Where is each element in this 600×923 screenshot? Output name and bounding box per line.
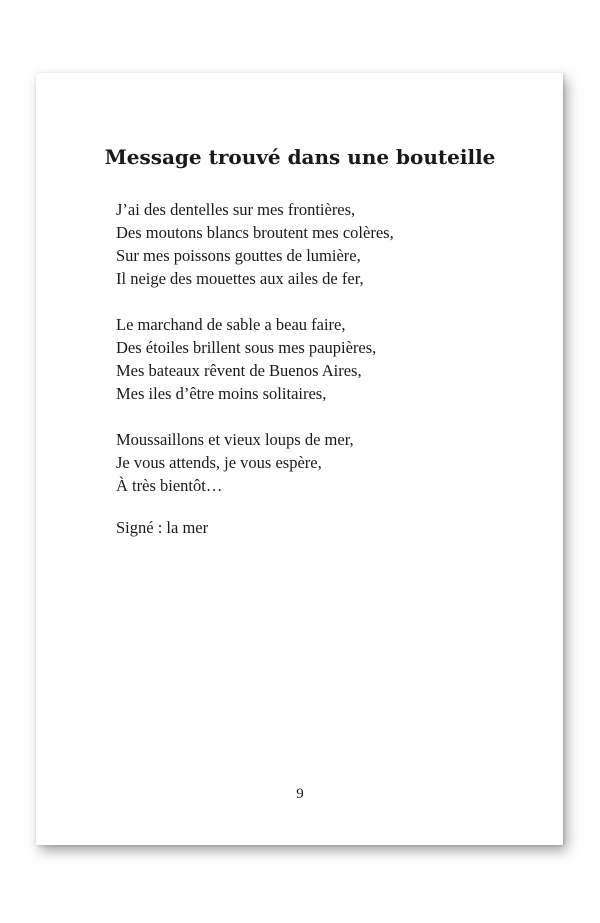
stanza-3: [116, 428, 394, 497]
poem-line: Le marchand de sable a beau faire,: [116, 315, 346, 334]
poem-line: Je vous attends, je vous espère,: [116, 453, 322, 472]
poem-body: [116, 198, 394, 520]
poem-title: Message trouvé dans une bouteille: [104, 145, 496, 169]
stanza-2: [116, 313, 394, 405]
poem-line: Sur mes poissons gouttes de lumière,: [116, 246, 361, 265]
poem-line: Moussaillons et vieux loups de mer,: [116, 430, 354, 449]
poem-line: Des étoiles brillent sous mes paupières,: [116, 338, 377, 357]
poem-line: Mes iles d’être moins solitaires,: [116, 384, 327, 403]
poem-line: Mes bateaux rêvent de Buenos Aires,: [116, 361, 362, 380]
stanza-1: [116, 198, 394, 290]
poem-line: Il neige des mouettes aux ailes de fer,: [116, 269, 364, 288]
poem-line: À très bientôt…: [116, 476, 223, 495]
poem-signature: Signé : la mer: [116, 518, 209, 537]
poem-line: Des moutons blancs broutent mes colères,: [116, 223, 394, 242]
poem-line: J’ai des dentelles sur mes frontières,: [116, 200, 356, 219]
page-number: 9: [296, 786, 304, 802]
